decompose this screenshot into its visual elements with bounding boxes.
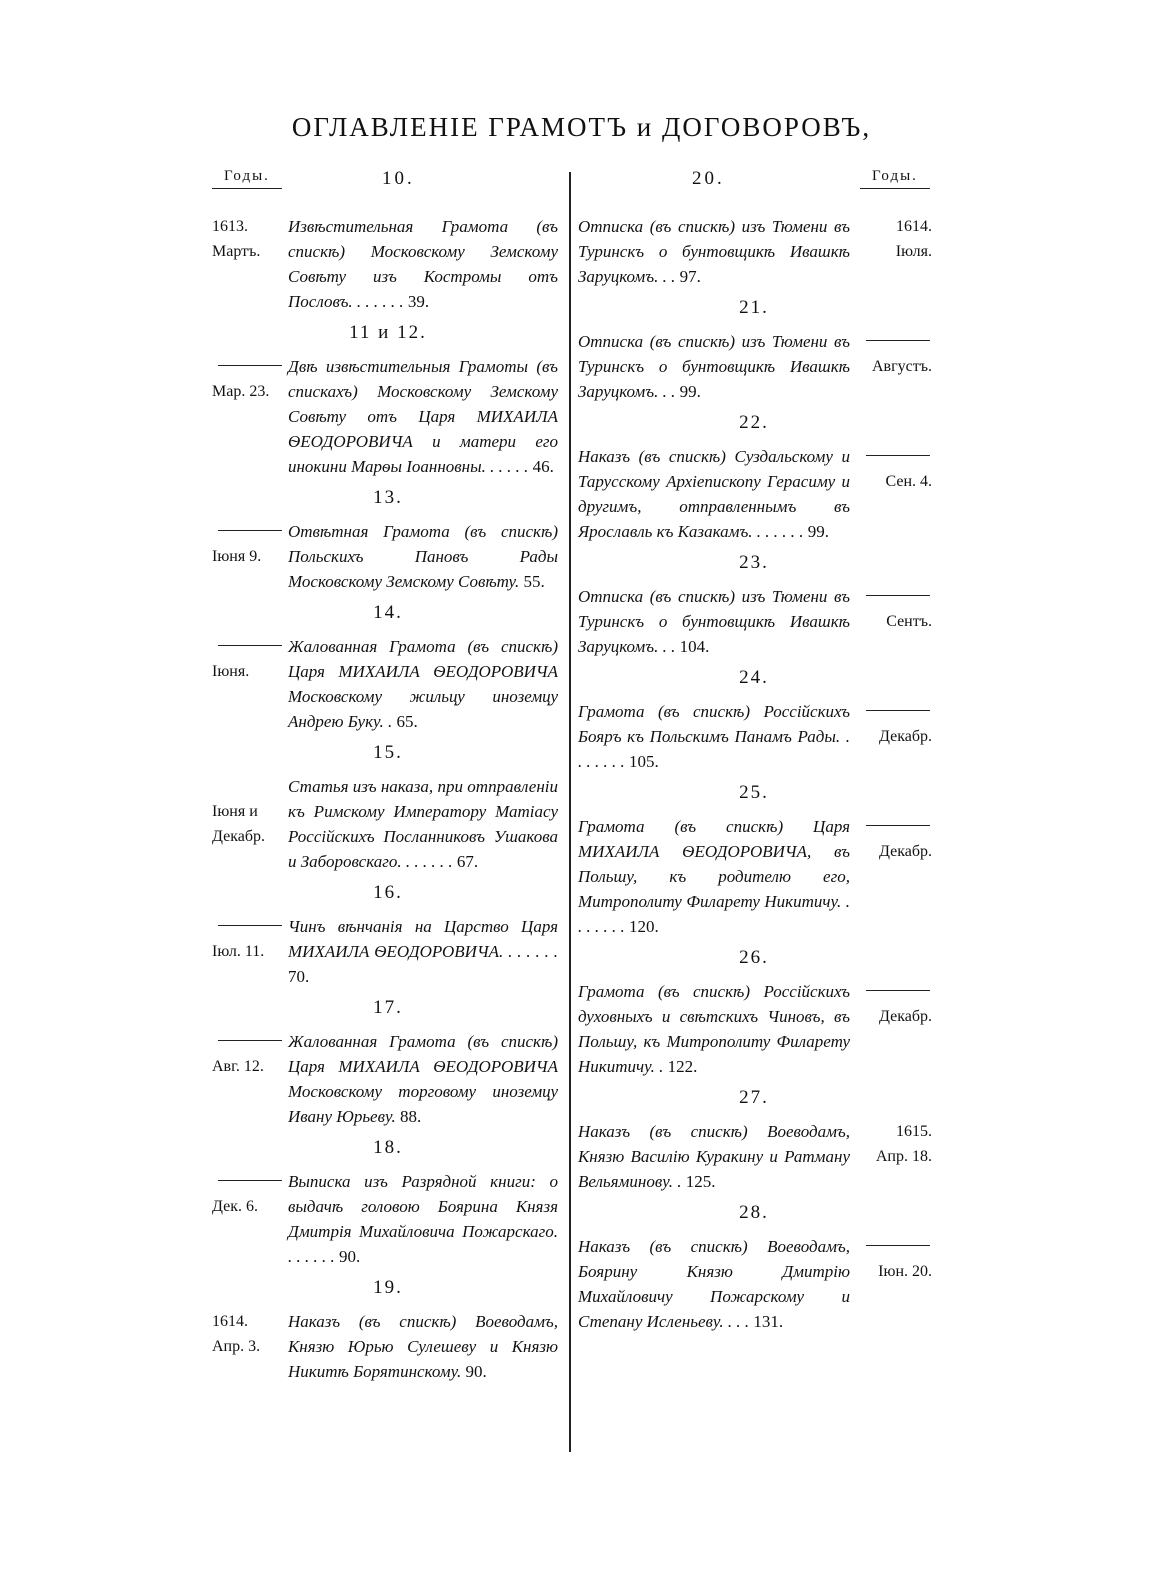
entry-dates <box>860 1119 932 1169</box>
ditto-dash <box>212 519 284 544</box>
entry-description <box>288 1309 558 1384</box>
entry-number: 28. <box>739 1202 769 1223</box>
entry-description <box>288 1029 558 1129</box>
entry-description <box>578 444 850 544</box>
entry-number: 19. <box>373 1277 403 1298</box>
entry-text: Отписка (въ спискѣ) изъ Тюмени въ Туринскъ о бунтовщикѣ Ивашкѣ Заруцкомъ. . . <box>578 217 850 286</box>
entry-date: 1613. <box>212 218 248 235</box>
ditto-dash <box>860 584 932 609</box>
toc-entry <box>212 1129 564 1269</box>
entry-page-number: 65. <box>396 712 418 731</box>
entry-date: Авг. 12. <box>212 1058 264 1075</box>
entry-text: Извѣстительная Грамота (въ спискѣ) Московскому Земскому Совѣту изъ Костромы отъ Пословъ. . . . . . . <box>288 217 558 311</box>
entry-date: 1614. <box>896 218 932 235</box>
entry-description <box>288 1169 558 1269</box>
toc-entry <box>212 734 564 874</box>
entry-number: 11 и 12. <box>349 322 427 343</box>
entry-date: Декабр. <box>879 1008 932 1025</box>
entry-page-number: 122. <box>667 1057 698 1076</box>
entry-number: 14. <box>373 602 403 623</box>
entry-dates <box>212 1309 284 1359</box>
entry-dates <box>860 329 932 379</box>
entry-text: Наказъ (въ спискѣ) Воеводамъ, Князю Василію Куракину и Ратману Вельяминову. . <box>578 1122 850 1191</box>
column-divider <box>569 172 571 1452</box>
entry-dates <box>212 634 284 684</box>
entry-text: Наказъ (въ спискѣ) Воеводамъ, Князю Юрью Сулешеву и Князю Никитѣ Борятинскому. <box>288 1312 558 1381</box>
ditto-dash <box>212 634 284 659</box>
left-column <box>212 168 564 1384</box>
ditto-dash <box>212 1029 284 1054</box>
entry-description <box>578 329 850 404</box>
entry-dates <box>860 699 932 749</box>
entry-date: Іюня и <box>212 803 258 820</box>
toc-entry <box>212 314 564 479</box>
entry-description <box>578 699 850 774</box>
entry-page-number: 97. <box>679 267 701 286</box>
entry-dates <box>212 519 284 569</box>
right-entries <box>578 212 930 1334</box>
toc-entry <box>578 212 930 289</box>
ditto-dash <box>212 354 284 379</box>
entry-dates <box>212 1029 284 1079</box>
entry-page-number: 99. <box>807 522 830 541</box>
entry-text: Чинъ вѣнчанія на Царство Царя МИХАИЛА ѲЕОДОРОВИЧА. . . . . . . <box>288 917 558 961</box>
entry-page-number: 39. <box>407 292 430 311</box>
entry-dates <box>860 584 932 634</box>
entry-date <box>212 774 284 799</box>
left-column-header <box>212 168 564 212</box>
entry-text: Выписка изъ Разрядной книги: о выдачѣ головою Боярина Князя Дмитрія Михайловича Пожарскаго. . . . . . . <box>288 1172 558 1266</box>
entry-date: 1615. <box>896 1123 932 1140</box>
entry-dates <box>212 914 284 964</box>
entry-number: 25. <box>739 782 769 803</box>
years-label-left: Годы. <box>212 168 282 189</box>
entry-number: 17. <box>373 997 403 1018</box>
entry-date: Декабр. <box>879 728 932 745</box>
entry-number: 27. <box>739 1087 769 1108</box>
toc-entry <box>212 479 564 594</box>
entry-number: 21. <box>739 297 769 318</box>
entry-text: Жалованная Грамота (въ спискѣ) Царя МИХАИЛА ѲЕОДОРОВИЧА Московскому торговому иноземцу Ивану Юрьеву. <box>288 1032 558 1126</box>
toc-entry <box>578 659 930 774</box>
entry-page-number: 99. <box>679 382 701 401</box>
toc-entry <box>212 212 564 314</box>
entry-page-number: 67. <box>456 852 479 871</box>
toc-entry <box>578 774 930 939</box>
ditto-dash <box>860 444 932 469</box>
toc-entry <box>212 594 564 734</box>
entry-text: Отвѣтная Грамота (въ спискѣ) Польскихъ Пановъ Рады Московскому Земскому Совѣту. <box>288 522 558 591</box>
entry-date: Дек. 6. <box>212 1198 258 1215</box>
entry-dates <box>860 214 932 264</box>
entry-number: 13. <box>373 487 403 508</box>
entry-dates <box>860 1234 932 1284</box>
entry-text: Грамота (въ спискѣ) Россійскихъ духовныхъ и свѣтскихъ Чиновъ, въ Польшу, къ Митрополиту Филарету Никитичу. . <box>578 982 850 1076</box>
entry-dates <box>212 214 284 264</box>
ditto-dash <box>860 699 932 724</box>
entry-date: Августъ. <box>871 358 932 375</box>
entry-text: Статья изъ наказа, при отправленіи къ Римскому Императору Матіасу Россійскихъ Посланниковъ Ушакова и Заборовскаго. . . . . . . <box>288 777 558 871</box>
ditto-dash <box>860 979 932 1004</box>
entry-date: Сен. 4. <box>885 473 932 490</box>
entry-text: Отписка (въ спискѣ) изъ Тюмени въ Туринскъ о бунтовщикѣ Ивашкѣ Заруцкомъ. . . <box>578 587 850 656</box>
entry-dates <box>860 444 932 494</box>
left-entries <box>212 212 564 1384</box>
left-head-number: 10. <box>382 168 415 189</box>
entry-dates <box>860 814 932 864</box>
entry-page-number: 104. <box>679 637 710 656</box>
entry-text: Отписка (въ спискѣ) изъ Тюмени въ Туринскъ о бунтовщикѣ Ивашкѣ Заруцкомъ. . . <box>578 332 850 401</box>
entry-dates <box>860 979 932 1029</box>
toc-entry <box>578 939 930 1079</box>
entry-description <box>578 214 850 289</box>
page-title: ОГЛАВЛЕНІЕ ГРАМОТЪ и ДОГОВОРОВЪ, <box>291 112 872 142</box>
entry-text: Двѣ извѣстительныя Грамоты (въ спискахъ) Московскому Земскому Совѣту отъ Царя МИХАИЛА ѲЕОДОРОВИЧА и матери его инокини Марѳы Іоанновны. . . . . . <box>288 357 558 476</box>
entry-dates <box>212 354 284 404</box>
toc-entry <box>212 874 564 989</box>
entry-description <box>578 979 850 1079</box>
entry-text: Грамота (въ спискѣ) Россійскихъ Бояръ къ Польскимъ Панамъ Рады. . . . . . . . <box>578 702 850 771</box>
entry-dates <box>212 774 284 849</box>
entry-date: Сентъ. <box>886 613 932 630</box>
toc-entry <box>578 1079 930 1194</box>
entry-date: Іюля. <box>895 243 932 260</box>
entry-date: Мартъ. <box>212 243 261 260</box>
ditto-dash <box>860 1234 932 1259</box>
toc-entry <box>578 289 930 404</box>
entry-date: Іюня 9. <box>212 548 262 565</box>
entry-description <box>578 1119 850 1194</box>
entry-page-number: 88. <box>399 1107 422 1126</box>
toc-entry <box>212 989 564 1129</box>
toc-entry <box>212 1269 564 1384</box>
entry-dates <box>212 1169 284 1219</box>
entry-description <box>288 914 558 989</box>
ditto-dash <box>212 1169 284 1194</box>
toc-entry <box>578 404 930 544</box>
entry-number: 18. <box>373 1137 403 1158</box>
entry-date: Декабр. <box>879 843 932 860</box>
entry-page-number: 46. <box>532 457 554 476</box>
entry-number: 23. <box>739 552 769 573</box>
right-head-number: 20. <box>692 168 725 189</box>
entry-date: Апр. 3. <box>212 1338 261 1355</box>
entry-page-number: 131. <box>753 1312 784 1331</box>
entry-description <box>288 354 558 479</box>
entry-page-number: 120. <box>629 917 659 936</box>
entry-date: 1614. <box>212 1313 248 1330</box>
entry-text: Грамота (въ спискѣ) Царя МИХАИЛА ѲЕОДОРОВИЧА, въ Польшу, къ родителю его, Митрополиту Филарету Никитичу. . . . . . . . <box>578 817 850 936</box>
entry-date: Декабр. <box>212 828 265 845</box>
entry-description <box>578 814 850 939</box>
entry-date: Іюня. <box>212 663 250 680</box>
entry-text: Жалованная Грамота (въ спискѣ) Царя МИХАИЛА ѲЕОДОРОВИЧА Московскому жильцу иноземцу Андрею Буку. . <box>288 637 558 731</box>
entry-description <box>288 519 558 594</box>
years-label-right: Годы. <box>860 168 930 189</box>
entry-page-number: 90. <box>465 1362 487 1381</box>
right-column <box>578 168 930 1334</box>
entry-page-number: 105. <box>629 752 659 771</box>
entry-number: 26. <box>739 947 769 968</box>
ditto-dash <box>860 814 932 839</box>
entry-date: Іюн. 20. <box>878 1263 932 1280</box>
entry-number: 15. <box>373 742 403 763</box>
entry-text: Наказъ (въ спискѣ) Воеводамъ, Боярину Князю Дмитрію Михайловичу Пожарскому и Степану Исленьеву. . . . <box>578 1237 850 1331</box>
entry-number: 22. <box>739 412 769 433</box>
entry-date: Мар. 23. <box>212 383 270 400</box>
entry-description <box>578 584 850 659</box>
entry-description <box>288 774 558 874</box>
toc-entry <box>578 544 930 659</box>
ditto-dash <box>212 914 284 939</box>
entry-date: Апр. 18. <box>875 1148 932 1165</box>
entry-page-number: 125. <box>685 1172 716 1191</box>
entry-page-number: 90. <box>339 1247 361 1266</box>
ditto-dash <box>860 329 932 354</box>
entry-text: Наказъ (въ спискѣ) Суздальскому и Тарусскому Архіепископу Герасиму и другимъ, отправленнымъ въ Ярославль къ Казакамъ. . . . . . . <box>578 447 850 541</box>
entry-date: Іюл. 11. <box>212 943 265 960</box>
right-column-header <box>578 168 930 212</box>
entry-page-number: 70. <box>288 967 310 986</box>
entry-number: 24. <box>739 667 769 688</box>
entry-number: 16. <box>373 882 403 903</box>
entry-page-number: 55. <box>523 572 545 591</box>
entry-description <box>578 1234 850 1334</box>
entry-description <box>288 634 558 734</box>
entry-description <box>288 214 558 314</box>
toc-entry <box>578 1194 930 1334</box>
